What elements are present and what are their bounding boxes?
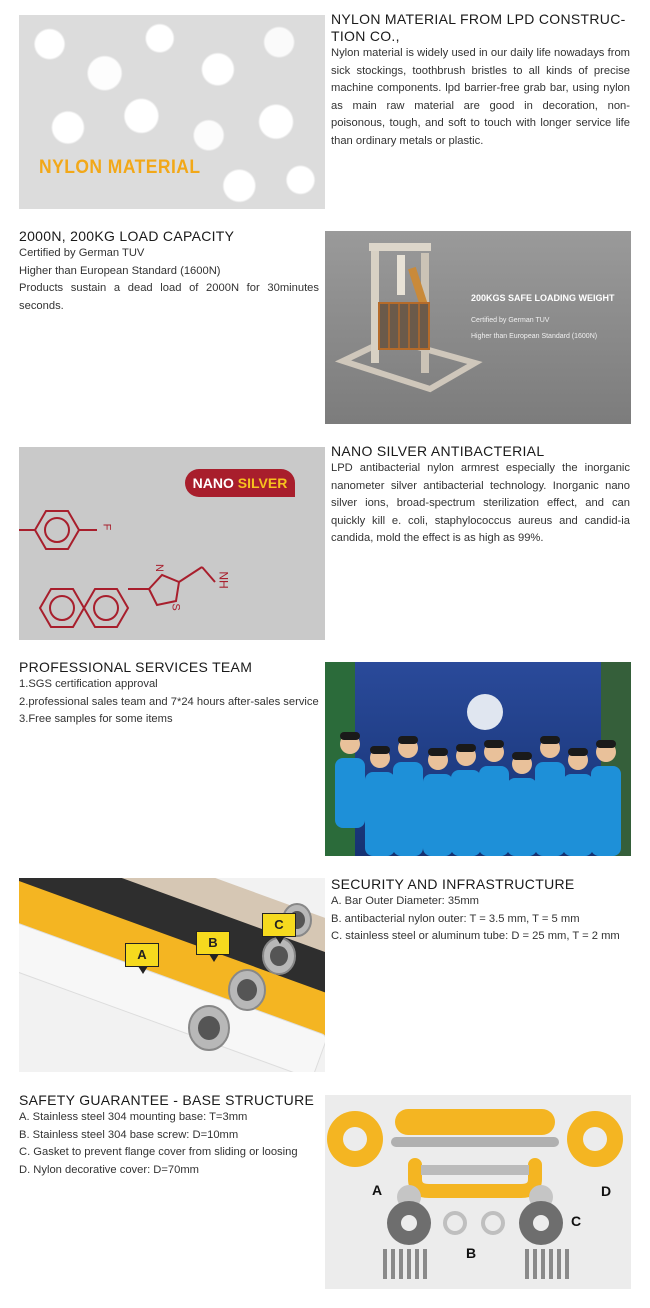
nano-silver-image	[19, 447, 325, 640]
security-line-1: A. Bar Outer Diameter: 35mm	[331, 895, 479, 907]
nylon-body: Nylon material is widely used in our daily life nowadays from sick stockings, toothbrush bristles to all kinds of precise machine components. lpd barrier-free grab bar, using nylon as main raw material are good in decoration, non-poisonous, tough, and soft to touch with longer service life than ordinary metals or plastic.	[331, 47, 630, 147]
base-line-2: B. Stainless steel 304 base screw: D=10mm	[19, 1128, 239, 1141]
load-image-title: 200KGS SAFE LOADING WEIGHT	[471, 293, 615, 303]
base-parts-illustration	[325, 1095, 631, 1289]
load-heading: 2000N, 200KG LOAD CAPACITY	[19, 228, 235, 244]
nano-body: LPD antibacterial nylon armrest especially the inorganic nanometer silver antibacterial technology. Inorganic nano silver ions, broad-spectrum sterilization effect, and can quickly kill e. coli, staphylococcus aureus and candid-ia candida, mold the effect is as high as 99%.	[331, 462, 630, 545]
nano-text-block	[331, 443, 630, 548]
base-line-1: A. Stainless steel 304 mounting base: T=3mm	[19, 1111, 248, 1123]
mol-label-n: N	[152, 564, 165, 572]
load-test-image	[325, 231, 631, 424]
base-text-block	[19, 1092, 321, 1179]
base-heading: SAFETY GUARANTEE - BASE STRUCTURE	[19, 1092, 315, 1108]
tube-layers-illustration	[19, 878, 325, 1072]
security-heading: SECURITY AND INFRASTRUCTURE	[331, 876, 575, 892]
team-text-block	[19, 659, 319, 729]
team-line-1: 1.SGS certification approval	[19, 678, 158, 690]
part-label-b: B	[466, 1245, 477, 1261]
part-label-a: A	[372, 1182, 383, 1198]
team-line-2: 2.professional sales team and 7*24 hours after-sales service	[19, 695, 319, 708]
security-line-3: C. stainless steel or aluminum tube: D = 25 mm, T = 2 mm	[331, 930, 620, 943]
security-text-block	[331, 876, 630, 946]
nylon-heading: NYLON MATERIAL FROM LPD CONSTRUC- TION CO.,	[331, 11, 626, 44]
tube-layers-image	[19, 878, 325, 1072]
nylon-pellets-image	[19, 15, 325, 209]
load-line-2: Higher than European Standard (1600N)	[19, 264, 221, 277]
load-image-line-1: Certified by German TUV	[471, 317, 550, 324]
nano-heading: NANO SILVER ANTIBACTERIAL	[331, 443, 545, 459]
base-line-3: C. Gasket to prevent flange cover from sliding or loosing	[19, 1146, 298, 1159]
team-heading: PROFESSIONAL SERVICES TEAM	[19, 659, 253, 675]
security-line-2: B. antibacterial nylon outer: T = 3.5 mm, T = 5 mm	[331, 912, 580, 925]
load-line-1: Certified by German TUV	[19, 247, 145, 259]
team-line-3: 3.Free samples for some items	[19, 713, 173, 726]
load-image-line-2: Higher than European Standard (1600N)	[471, 333, 598, 340]
mol-label-f: F	[100, 523, 113, 531]
team-photo	[325, 662, 631, 856]
mol-label-s: S	[169, 603, 182, 611]
part-label-d: D	[601, 1183, 612, 1199]
part-label-c: C	[571, 1213, 582, 1229]
team-photo-illustration	[325, 662, 631, 856]
mol-label-nh: NH	[216, 571, 231, 589]
load-line-3: Products sustain a dead load of 2000N for 30minutes seconds.	[19, 282, 319, 312]
callout-b: B	[196, 931, 230, 955]
nylon-material-label: NYLON MATERIAL	[39, 157, 201, 178]
nano-silver-badge: NANO SILVER	[185, 469, 295, 497]
load-text-block	[19, 228, 319, 315]
base-parts-image	[325, 1095, 631, 1289]
load-test-rig-illustration	[325, 231, 631, 424]
callout-a: A	[125, 943, 159, 967]
base-line-4: D. Nylon decorative cover: D=70mm	[19, 1163, 199, 1176]
callout-c: C	[262, 913, 296, 937]
nylon-text-block	[331, 11, 630, 151]
